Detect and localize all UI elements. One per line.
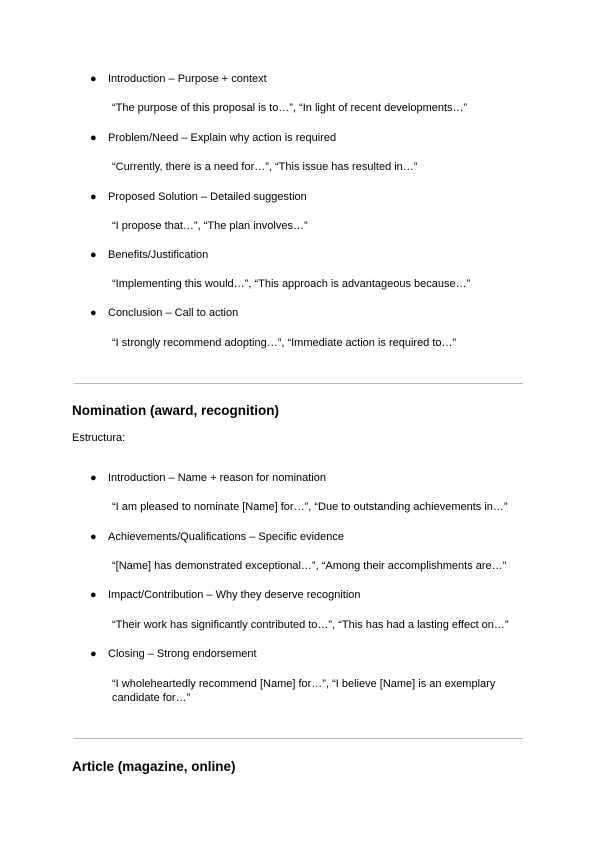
list-item [90,248,209,262]
item-label: Closing – Strong endorsement [108,648,257,660]
item-label: Impact/Contribution – Why they deserve recognition [108,589,361,601]
section-divider [74,383,523,384]
section-heading: Nomination (award, recognition) [72,403,280,418]
bullet-icon: ● [90,531,97,543]
item-example: “I propose that…”, “The plan involves…” [112,220,308,232]
bullet-icon: ● [90,191,97,203]
item-example: “[Name] has demonstrated exceptional…”, “Among their accomplishments are…” [112,560,507,572]
item-label: Achievements/Qualifications – Specific evidence [108,531,345,543]
list-item [90,647,257,661]
item-example: “Their work has significantly contributed to…”, “This has had a lasting effect on…” [112,619,509,631]
item-label: Introduction – Purpose + context [108,73,267,85]
item-label: Introduction – Name + reason for nomination [108,472,326,484]
item-label: Conclusion – Call to action [108,307,239,319]
bullet-icon: ● [90,132,97,144]
list-item [90,131,337,145]
bullet-icon: ● [90,307,97,319]
item-example: “I am pleased to nominate [Name] for…”, “Due to outstanding achievements in…” [112,501,508,513]
item-label: Proposed Solution – Detailed suggestion [108,191,307,203]
bullet-icon: ● [90,589,97,601]
section-heading: Article (magazine, online) [72,759,236,774]
item-example: “I strongly recommend adopting…”, “Immediate action is required to…” [112,337,457,349]
list-item [90,530,345,544]
bullet-icon: ● [90,249,97,261]
item-example: “The purpose of this proposal is to…”, “In light of recent developments…” [112,102,468,114]
item-label: Problem/Need – Explain why action is required [108,132,337,144]
list-item [90,72,267,86]
list-item [90,190,307,204]
item-example: “Currently, there is a need for…”, “This issue has resulted in…” [112,161,418,173]
bullet-icon: ● [90,472,97,484]
list-item [90,306,239,320]
section-divider [74,738,523,739]
list-item [90,588,361,602]
bullet-icon: ● [90,648,97,660]
structure-label: Estructura: [72,432,126,444]
list-item [90,471,326,485]
bullet-icon: ● [90,73,97,85]
item-label: Benefits/Justification [108,249,209,261]
item-example: “Implementing this would…”, “This approach is advantageous because…” [112,278,471,290]
item-example: “I wholeheartedly recommend [Name] for…”, “I believe [Name] is an exemplary candidate for…” [112,678,496,704]
